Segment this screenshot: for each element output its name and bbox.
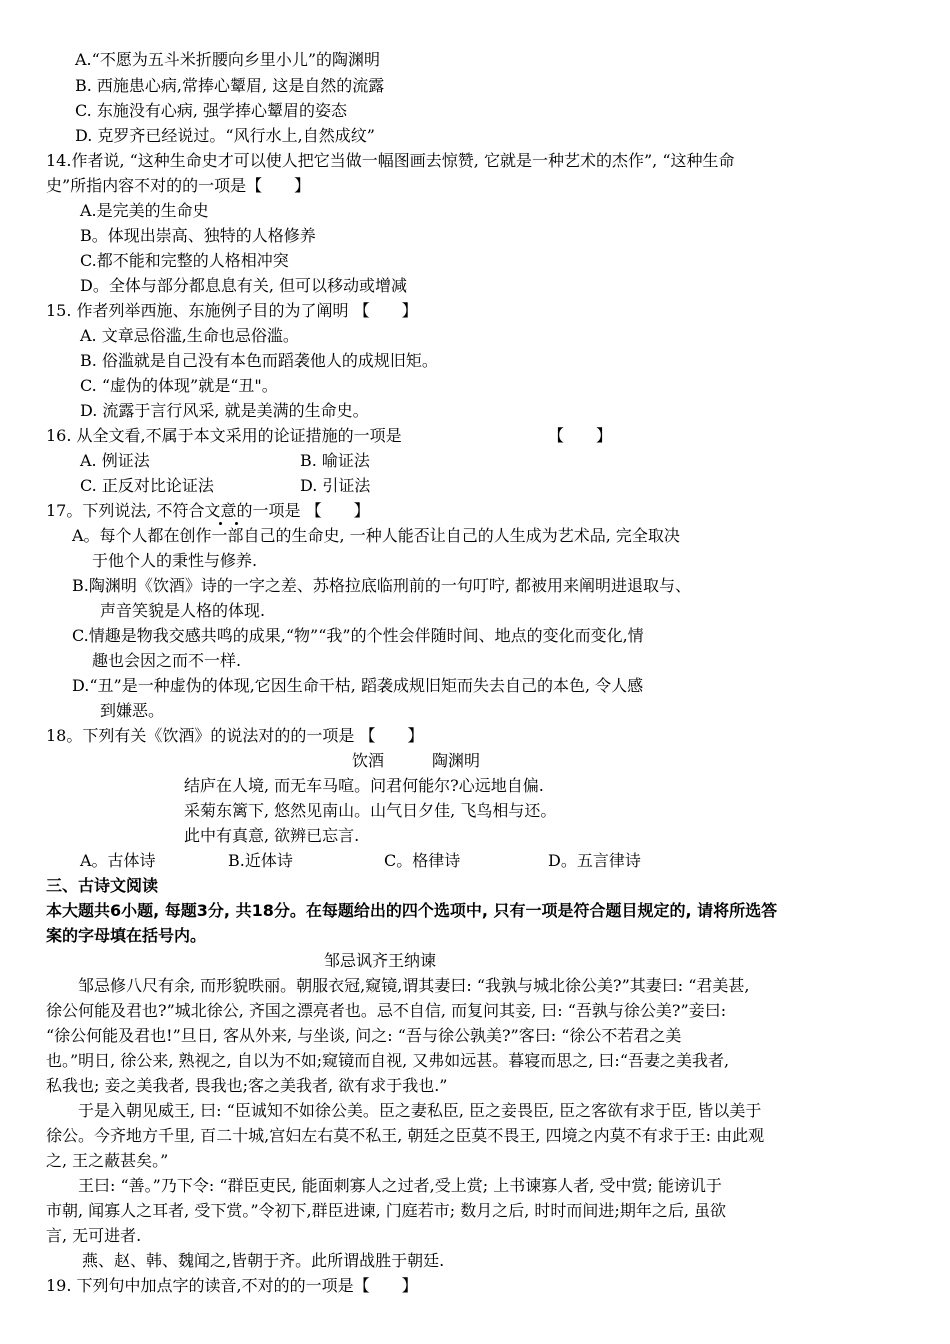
passage-line: 市朝, 闻寡人之耳者, 受下赏。”令初下,群臣进谏, 门庭若市; 数月之后, 时时而间进;期年之后, 虽欲 xyxy=(46,1201,726,1220)
q17-stem: 17。下列说法, 不符合文意的一项是 【 】 xyxy=(46,501,370,520)
passage-line: 也。”明日, 徐公来, 熟视之, 自以为不如;窥镜而自视, 又弗如远甚。暮寝而思之, 曰:“吾妻之美我者, xyxy=(46,1051,730,1070)
q17-option-c-line2: 趣也会因之而不一样. xyxy=(92,651,242,670)
q16-option-c: C. 正反对比论证法 xyxy=(80,476,214,495)
q14-option-d: D。全体与部分都息息有关, 但可以移动或增减 xyxy=(80,276,408,295)
poem-line-1: 结庐在人境, 而无车马喧。问君何能尔?心远地自偏. xyxy=(184,776,544,795)
q17-option-a-line2: 于他个人的秉性与修养. xyxy=(92,551,258,570)
q14-stem-line2: 史”所指内容不对的的一项是【 】 xyxy=(46,176,311,195)
q18-option-a: A。古体诗 xyxy=(80,851,156,870)
passage-line: 燕、赵、韩、魏闻之,皆朝于齐。此所谓战胜于朝廷. xyxy=(82,1251,445,1270)
poem-line-3: 此中有真意, 欲辨已忘言. xyxy=(184,826,360,845)
q16-stem: 16. 从全文看,不属于本文采用的论证措施的一项是 xyxy=(46,426,402,445)
passage-line: 私我也; 妾之美我者, 畏我也;客之美我者, 欲有求于我也.” xyxy=(46,1076,448,1095)
q14-stem-line1: 14.作者说, “这种生命史才可以使人把它当做一幅图画去惊赞, 它就是一种艺术的杰作”, “这种生命 xyxy=(46,151,735,170)
passage-line: 邹忌修八尺有余, 而形貌昳丽。朝服衣冠,窥镜,谓其妻曰: “我孰与城北徐公美?”其妻曰: “君美甚, xyxy=(78,976,750,995)
q18-option-d: D。五言律诗 xyxy=(548,851,641,870)
q17-option-c-line1: C.情趣是物我交感共鸣的成果,“物”“我”的个性会伴随时间、地点的变化而变化,情 xyxy=(72,626,644,645)
q17-option-b-line1: B.陶渊明《饮酒》诗的一字之差、苏格拉底临刑前的一句叮咛, 都被用来阐明进退取与、 xyxy=(72,576,692,595)
section-instruction-line2: 案的字母填在括号内。 xyxy=(46,926,207,945)
q14-option-a: A.是完美的生命史 xyxy=(80,201,209,220)
q17-option-d-line2: 到嫌恶。 xyxy=(100,701,165,720)
q15-stem: 15. 作者列举西施、东施例子目的为了阐明 【 】 xyxy=(46,301,418,320)
passage-line: 言, 无可进者. xyxy=(46,1226,142,1245)
q13-option-b: B. 西施患心病,常捧心颦眉, 这是自然的流露 xyxy=(75,76,385,95)
passage-line: 徐公何能及君也?”城北徐公, 齐国之漂亮者也。忌不自信, 而复问其妾, 曰: “吾孰与徐公美?”妾曰: xyxy=(46,1001,727,1020)
section-instruction-line1: 本大题共6小题, 每题3分, 共18分。在每题给出的四个选项中, 只有一项是符合题目规定的, 请将所选答 xyxy=(46,901,778,920)
passage-line: 之, 王之蔽甚矣。” xyxy=(46,1151,169,1170)
section-heading: 三、古诗文阅读 xyxy=(46,876,159,895)
q15-option-c: C. “虚伪的体现”就是“丑"。 xyxy=(80,376,278,395)
q13-option-a: A.“不愿为五斗米折腰向乡里小儿”的陶渊明 xyxy=(75,50,381,69)
q16-option-a: A. 例证法 xyxy=(80,451,150,470)
q13-option-c: C. 东施没有心病, 强学捧心颦眉的姿态 xyxy=(75,101,348,120)
q15-option-b: B. 俗滥就是自己没有本色而蹈袭他人的成规旧矩。 xyxy=(80,351,438,370)
q18-option-b: B.近体诗 xyxy=(228,851,293,870)
q19-stem: 19. 下列句中加点字的读音,不对的的一项是【 】 xyxy=(46,1276,418,1295)
passage-line: 徐公。今齐地方千里, 百二十城,宫妇左右莫不私王, 朝廷之臣莫不畏王, 四境之内莫不有求于王: 由此观 xyxy=(46,1126,765,1145)
q16-option-b: B. 喻证法 xyxy=(300,451,370,470)
passage-line: 于是入朝见威王, 曰: “臣诚知不如徐公美。臣之妻私臣, 臣之妾畏臣, 臣之客欲有求于臣, 皆以美于 xyxy=(78,1101,762,1120)
q16-option-d: D. 引证法 xyxy=(300,476,371,495)
poem-title: 饮酒 陶渊明 xyxy=(352,751,481,770)
q18-stem: 18。下列有关《饮酒》的说法对的的一项是 【 】 xyxy=(46,726,424,745)
q16-answer-bracket: 【 】 xyxy=(548,426,613,445)
q15-option-a: A. 文章忌俗滥,生命也忌俗滥。 xyxy=(80,326,299,345)
poem-line-2: 采菊东篱下, 悠然见南山。山气日夕佳, 飞鸟相与还。 xyxy=(184,801,557,820)
q17-option-d-line1: D.“丑”是一种虚伪的体现,它因生命干枯, 蹈袭成规旧矩而失去自己的本色, 令人感 xyxy=(72,676,644,695)
q17-option-a-line1: A。每个人都在创作一部自己的生命史, 一种人能否让自己的人生成为艺术品, 完全取决 xyxy=(72,526,680,545)
passage-line: “徐公何能及君也!”旦日, 客从外来, 与坐谈, 问之: “吾与徐公孰美?”客曰: “徐公不若君之美 xyxy=(46,1026,682,1045)
q15-option-d: D. 流露于言行风采, 就是美满的生命史。 xyxy=(80,401,369,420)
q17-option-b-line2: 声音笑貌是人格的体现. xyxy=(100,601,266,620)
q14-option-c: C.都不能和完整的人格相冲突 xyxy=(80,251,289,270)
q18-option-c: C。格律诗 xyxy=(384,851,461,870)
passage-line: 王曰: “善。”乃下令: “群臣吏民, 能面刺寡人之过者,受上赏; 上书谏寡人者, 受中赏; 能谤讥于 xyxy=(78,1176,722,1195)
q13-option-d: D. 克罗齐已经说过。“风行水上,自然成纹” xyxy=(75,126,375,145)
passage-title: 邹忌讽齐王纳谏 xyxy=(324,951,437,970)
q14-option-b: B。体现出崇高、独特的人格修养 xyxy=(80,226,316,245)
